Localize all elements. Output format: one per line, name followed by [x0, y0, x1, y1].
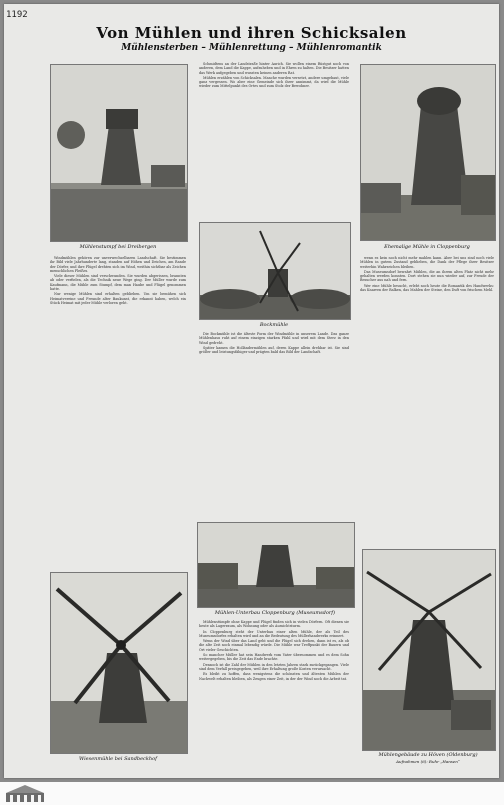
article-subtitle: Mühlensterben – Mühlenrettung – Mühlenromantik [121, 43, 382, 53]
caption-center: Bockmühle [259, 322, 289, 328]
post-mill-image [200, 223, 350, 319]
photo-bottom-right [362, 549, 496, 751]
mill-base-image [198, 523, 354, 607]
caption-bottom-right: Mühlengebäude zu Höven (Oldenburg) [378, 752, 478, 758]
text-column-center [199, 332, 349, 516]
page-number: 1192 [6, 10, 28, 20]
paragraph: Viele dieser Mühlen sind verschwunden. Sie wurden abgerissen, brannten ab oder verfielen, als die Technik neue Wege ging. Der Müller wurde zum Kaufmann, die Mühle zum Stumpf, dem man Haube und Flügel genommen hatte. [50, 274, 186, 292]
paragraph: Windmühlen gehören zur unverwechselbaren Landschaft. Sie bestimmen ihr Bild viele Jahrhunderte lang, standen auf Höhen und Deichen, am Rande der Dörfer, und ihre Flügel drehten sich im Wind, weithin sichtbar als Zeichen menschlichen Fleißes. [50, 256, 186, 273]
paragraph: Schmidtens an der Landstraße hinter Aurich. Sie wollen einem Rüstgut noch von anderen, dem Land die Kappe, aufzuheben und in Ehren zu halten. Die Besitzer hatten das Werk aufgegeben und wussten keinen anderen Rat. [199, 62, 349, 75]
caption-bottom-left: Wiesenmühle bei Sandbeckhof [79, 756, 157, 762]
photo-bottom-left [50, 572, 188, 754]
paragraph: Mühlenstümpfe ohne Kappe und Flügel finden sich in vielen Dörfern. Oft dienen sie heute als Lagerraum, als Wohnung oder als Aussichtsturm. [199, 620, 349, 629]
text-column-right-middle [360, 256, 494, 541]
article-title: Von Mühlen und ihren Schicksalen [96, 24, 407, 42]
paragraph: Wenn der Wind über das Land geht und die Flügel sich drehen, dann ist es, als ob die alte Zeit noch einmal lebendig würde. Die Mühle war Treffpunkt der Bauern und Ort vieler Geschichten. [199, 639, 349, 652]
caption-bottom-right-credit: Aufnahmen (6): Ruhr „Hansen“ [396, 759, 460, 764]
photo-middle [197, 522, 355, 608]
newspaper-page [4, 4, 499, 778]
paragraph: Wer eine Mühle besucht, erlebt noch heute die Romantik des Handwerks: das Knarren der Balken, das Mahlen der Steine, den Duft von frischem Mehl. [360, 283, 494, 293]
photo-top-right [360, 64, 496, 241]
caption-middle: Mühlen-Unterbau Cloppenburg (Museumsdorf) [214, 610, 336, 616]
mill-building-image [363, 550, 495, 750]
photo-center [199, 222, 351, 320]
paragraph: Es bleibt zu hoffen, dass wenigstens die schönsten und ältesten Mühlen der Nachwelt erhalten bleiben, als Zeugen einer Zeit, in der der Wind noch die Arbeit tat. [199, 672, 349, 681]
paragraph: Nur wenige Mühlen sind erhalten geblieben. Um sie bemühen sich Heimatvereine und Freunde alter Baukunst, die erkannt haben, welch ein Stück Heimat mit jeder Mühle verloren geht. [50, 292, 186, 305]
paragraph: Später kamen die Holländermühlen auf, deren Kappe allein drehbar ist. Sie sind größer und leistungsfähiger und prägten bald das Bild der Landschaft. [199, 345, 349, 355]
paragraph: So mancher Müller hat sein Handwerk vom Vater übernommen und es dem Sohn weitergegeben, bis die Zeit das Ende brachte. [199, 653, 349, 662]
paragraph: Dennoch ist die Zahl der Mühlen in den letzten Jahren stark zurückgegangen. Viele sind dem Verfall preisgegeben, weil ihre Erhaltung große Kosten verursacht. [199, 662, 349, 671]
mill-stump-image [51, 65, 187, 241]
paragraph: Das Museumsdorf bewahrt Mühlen, die an ihrem alten Platz nicht mehr gehalten werden konnten. Dort stehen sie nun wieder auf, zur Freude der Besucher aus nah und fern. [360, 269, 494, 283]
archive-logo-icon [6, 785, 44, 802]
paragraph: Mühlen erzählen von Schicksalen. Manche wurden versetzt, andere umgebaut, viele ganz vergessen. Wo aber eine Gemeinde sich ihrer annimmt, da wird die Mühle wieder zum Mittelpunkt des Ortes und zum Stolz der Bewohner. [199, 75, 349, 89]
text-column-right-upper [199, 62, 349, 217]
meadow-mill-image [51, 573, 187, 753]
paragraph: Die Bockmühle ist die älteste Form der Windmühle in unserem Lande. Das ganze Mühlenhaus ruht auf einem einzigen starken Pfahl und wird mit dem Sterz in den Wind gedreht. [199, 332, 349, 345]
archive-footer [0, 782, 504, 805]
photo-top-left [50, 64, 188, 242]
text-column-left-upper [50, 256, 186, 562]
caption-top-right: Ehemalige Mühle in Cloppenburg [384, 244, 470, 250]
caption-top-left: Mühlenstumpf bei Dreibergen [79, 244, 157, 250]
paragraph: In Cloppenburg steht der Unterbau einer alten Mühle, der als Teil des Museumsdorfes erhalten wird und an die Bedeutung des Müllerhandwerks erinnert. [199, 629, 349, 638]
paragraph: wenn es kein noch nicht mehr mahlen kann. Aber bei uns sind noch viele Mühlen in gutem Zustand geblieben, die Dank der Pflege ihrer Besitzer weiterhin Wahrzeichen bleiben. [360, 256, 494, 269]
former-mill-image [361, 65, 495, 240]
text-column-center-lower [199, 620, 349, 770]
